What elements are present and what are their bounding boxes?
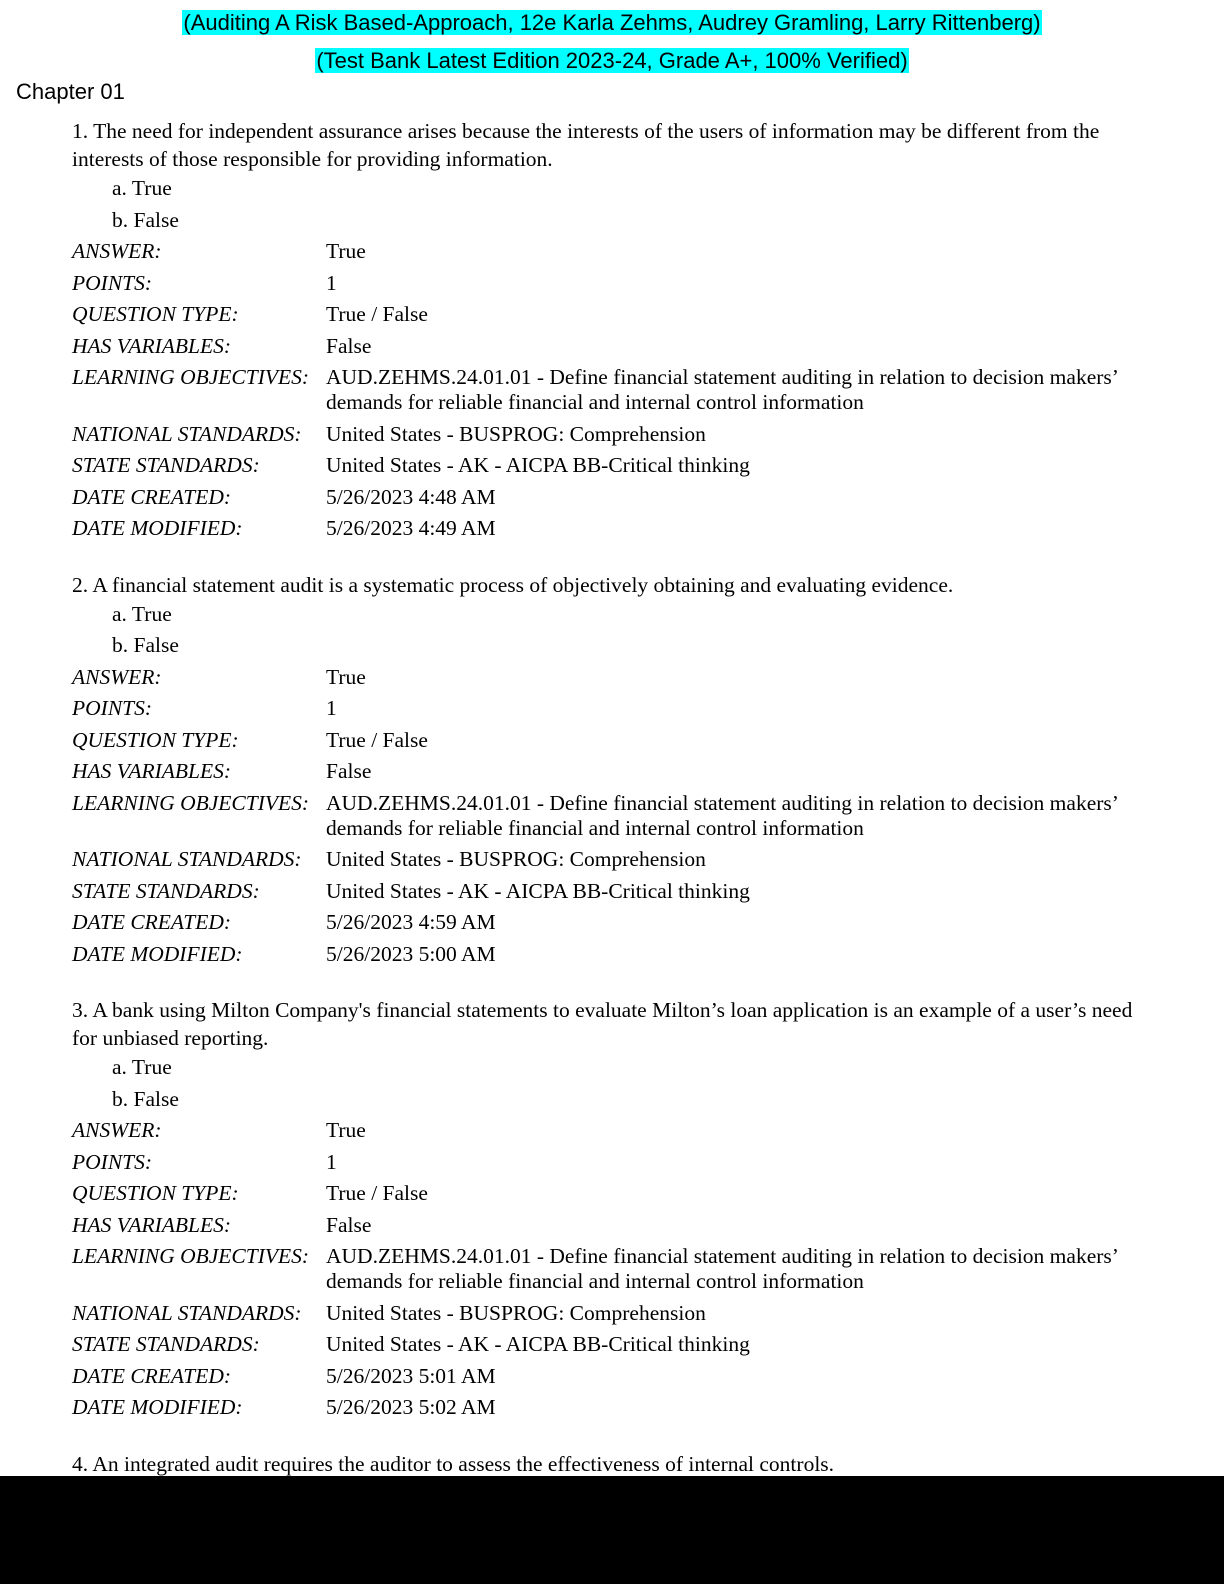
meta-has-variables (72, 331, 1152, 363)
meta-label: POINTS: (72, 696, 153, 720)
points-value: 1 (326, 270, 337, 295)
meta-label: POINTS: (72, 1149, 153, 1174)
meta-date-created (72, 1361, 1152, 1393)
meta-label: STATE STANDARDS: (72, 878, 260, 903)
document-title (0, 10, 1224, 36)
question-1 (72, 117, 1152, 545)
meta-national-standards (72, 844, 1152, 876)
page-bottom-band (0, 1476, 1224, 1584)
choice-a: a. True (112, 176, 172, 200)
meta-learning-objectives (72, 788, 1152, 845)
meta-date-created (72, 482, 1152, 514)
meta-label: DATE CREATED: (72, 1363, 232, 1388)
meta-label: LEARNING OBJECTIVES: (72, 1244, 310, 1268)
meta-label: NATIONAL STANDARDS: (72, 421, 302, 446)
meta-label: LEARNING OBJECTIVES: (72, 365, 310, 389)
meta-label: DATE MODIFIED: (72, 941, 243, 966)
meta-label: STATE STANDARDS: (72, 453, 260, 477)
meta-question-type (72, 299, 1152, 331)
date-modified-value: 5/26/2023 4:49 AM (326, 516, 496, 540)
national-standards-value: United States - BUSPROG: Comprehension (326, 1300, 706, 1325)
meta-question-type (72, 1178, 1152, 1210)
answer-value: True (326, 1118, 366, 1142)
has-variables-value: False (326, 333, 372, 358)
state-standards-value: United States - AK - AICPA BB-Critical thinking (326, 878, 750, 903)
meta-learning-objectives (72, 1241, 1152, 1298)
choice-a: a. True (112, 601, 172, 626)
choice-b: b. False (112, 633, 179, 657)
answer-value: True (326, 664, 366, 689)
national-standards-value: United States - BUSPROG: Comprehension (326, 847, 706, 871)
meta-date-modified (72, 1392, 1152, 1424)
meta-label: QUESTION TYPE: (72, 727, 239, 752)
points-value: 1 (326, 696, 337, 720)
points-value: 1 (326, 1149, 337, 1174)
meta-points (72, 693, 1152, 725)
question-3 (72, 996, 1152, 1424)
meta-points (72, 1147, 1152, 1179)
meta-learning-objectives (72, 362, 1152, 419)
meta-has-variables (72, 1210, 1152, 1242)
meta-answer (72, 662, 1152, 694)
meta-label: NATIONAL STANDARDS: (72, 847, 302, 871)
meta-label: LEARNING OBJECTIVES: (72, 790, 310, 815)
question-type-value: True / False (326, 1181, 428, 1205)
meta-label: NATIONAL STANDARDS: (72, 1300, 302, 1325)
meta-state-standards (72, 876, 1152, 908)
learning-objectives-value: AUD.ZEHMS.24.01.01 - Define financial statement auditing in relation to decision makers’ demands for reliable financial and internal control information (326, 790, 1118, 840)
national-standards-value: United States - BUSPROG: Comprehension (326, 421, 706, 446)
meta-label: DATE MODIFIED: (72, 516, 243, 540)
question-2 (72, 571, 1152, 971)
meta-date-modified (72, 939, 1152, 971)
meta-date-created (72, 907, 1152, 939)
meta-label: HAS VARIABLES: (72, 333, 232, 358)
meta-label: ANSWER: (72, 239, 162, 263)
meta-label: DATE CREATED: (72, 910, 232, 934)
meta-answer (72, 236, 1152, 268)
date-created-value: 5/26/2023 5:01 AM (326, 1363, 496, 1388)
answer-value: True (326, 239, 366, 263)
question-list (72, 117, 1152, 1504)
meta-points (72, 268, 1152, 300)
meta-state-standards (72, 450, 1152, 482)
document-subtitle-text: (Test Bank Latest Edition 2023-24, Grade A+, 100% Verified) (316, 48, 908, 73)
state-standards-value: United States - AK - AICPA BB-Critical thinking (326, 453, 750, 477)
meta-has-variables (72, 756, 1152, 788)
date-created-value: 5/26/2023 4:59 AM (326, 910, 496, 934)
has-variables-value: False (326, 759, 372, 783)
question-text: 3. A bank using Milton Company's financial statements to evaluate Milton’s loan application is an example of a user’s need for unbiased reporting. (72, 998, 1133, 1050)
meta-date-modified (72, 513, 1152, 545)
meta-national-standards (72, 1298, 1152, 1330)
meta-label: QUESTION TYPE: (72, 1181, 239, 1205)
learning-objectives-value: AUD.ZEHMS.24.01.01 - Define financial statement auditing in relation to decision makers’ demands for reliable financial and internal control information (326, 365, 1118, 414)
choice-b: b. False (112, 207, 179, 232)
question-text: 4. An integrated audit requires the auditor to assess the effectiveness of internal controls. (72, 1451, 835, 1476)
meta-state-standards (72, 1329, 1152, 1361)
question-4 (72, 1450, 1152, 1478)
meta-label: HAS VARIABLES: (72, 759, 232, 783)
question-type-value: True / False (326, 302, 428, 326)
document-title-text: (Auditing A Risk Based-Approach, 12e Karla Zehms, Audrey Gramling, Larry Rittenberg) (183, 10, 1041, 35)
date-created-value: 5/26/2023 4:48 AM (326, 484, 496, 509)
meta-label: ANSWER: (72, 1118, 162, 1142)
meta-answer (72, 1115, 1152, 1147)
question-type-value: True / False (326, 727, 428, 752)
question-text: 1. The need for independent assurance arises because the interests of the users of information may be different from the interests of those responsible for providing information. (72, 119, 1100, 171)
meta-label: POINTS: (72, 270, 153, 295)
learning-objectives-value: AUD.ZEHMS.24.01.01 - Define financial statement auditing in relation to decision makers’ demands for reliable financial and internal control information (326, 1244, 1118, 1293)
meta-national-standards (72, 419, 1152, 451)
choice-b: b. False (112, 1086, 179, 1111)
document-subtitle (0, 48, 1224, 74)
choice-a: a. True (112, 1055, 172, 1079)
date-modified-value: 5/26/2023 5:00 AM (326, 941, 496, 966)
has-variables-value: False (326, 1212, 372, 1237)
meta-label: STATE STANDARDS: (72, 1332, 260, 1356)
meta-label: QUESTION TYPE: (72, 302, 239, 326)
question-text: 2. A financial statement audit is a systematic process of objectively obtaining and evaluating evidence. (72, 572, 954, 597)
meta-label: DATE CREATED: (72, 484, 232, 509)
chapter-heading: Chapter 01 (16, 79, 125, 104)
meta-question-type (72, 725, 1152, 757)
meta-label: HAS VARIABLES: (72, 1212, 232, 1237)
meta-label: DATE MODIFIED: (72, 1395, 243, 1419)
state-standards-value: United States - AK - AICPA BB-Critical thinking (326, 1332, 750, 1356)
meta-label: ANSWER: (72, 664, 162, 689)
date-modified-value: 5/26/2023 5:02 AM (326, 1395, 496, 1419)
